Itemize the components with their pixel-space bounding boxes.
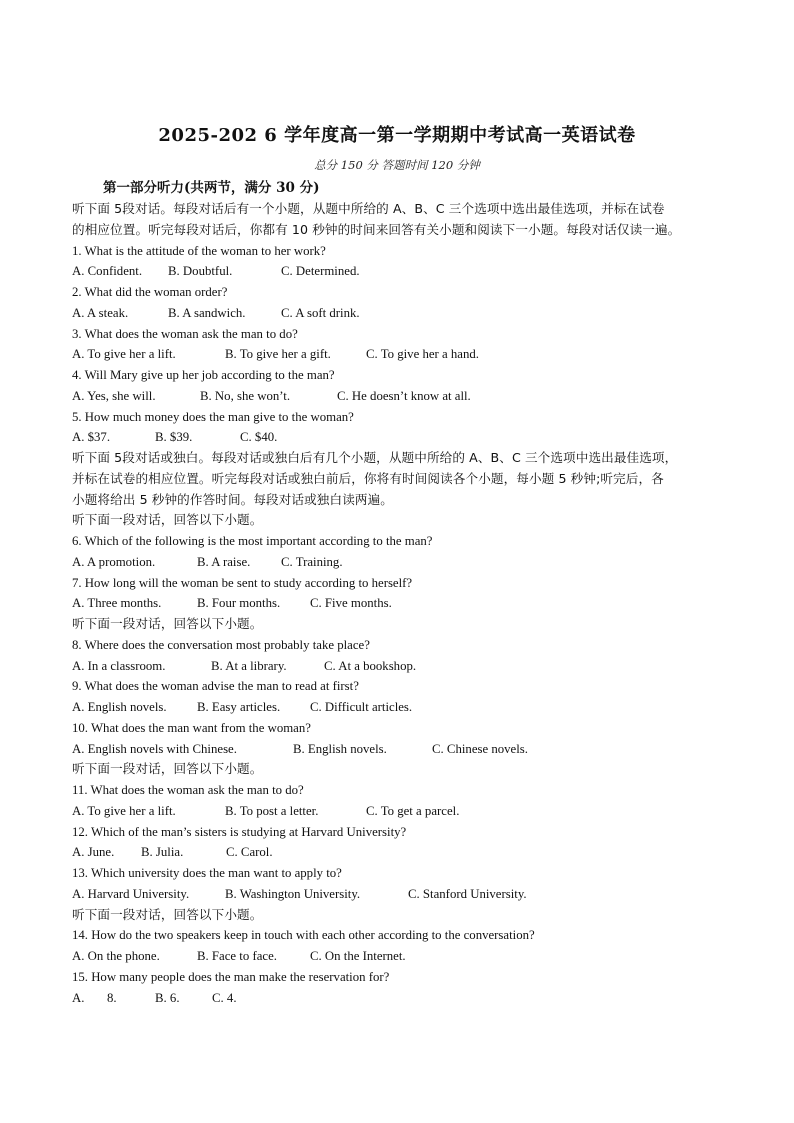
- option-b: B. Washington University.: [225, 886, 361, 901]
- exam-title: 2025-202 6 学年度高一第一学期期中考试高一英语试卷: [158, 125, 636, 146]
- options-row: [72, 739, 732, 760]
- options-row: [72, 427, 732, 448]
- option-b: B. A raise.: [197, 554, 251, 569]
- question-text: 5. How much money does the man give to the woman?: [72, 409, 354, 424]
- question-text: 14. How do the two speakers keep in touch with each other according to the conversation?: [72, 928, 535, 943]
- option-a: A.: [72, 990, 85, 1005]
- option-a: A. In a classroom.: [72, 658, 166, 673]
- option-b: B. To post a letter.: [225, 803, 319, 818]
- question-text: 4. Will Mary give up her job according to the man?: [72, 368, 335, 382]
- option-a: A. A steak.: [72, 305, 129, 320]
- group-heading: 听下面一段对话，回答以下小题。: [72, 906, 263, 922]
- question-text: 6. Which of the following is the most important according to the man?: [72, 534, 433, 548]
- option-c: C. 4.: [212, 990, 237, 1005]
- option-c: C. He doesn’t know at all.: [337, 388, 471, 403]
- question-body: [72, 199, 732, 1008]
- option-c: C. To give her a hand.: [366, 347, 479, 362]
- option-a: A. June.: [72, 845, 115, 860]
- option-a: A. $37.: [72, 430, 111, 445]
- option-b: B. Doubtful.: [168, 264, 233, 279]
- question-text: 9. What does the woman advise the man to read at first?: [72, 679, 359, 694]
- intro2-line: 并标在试卷的相应位置。听完每段对话或独白前后，你将有时间阅读各个小题，每小题 5 秒钟;听完后，各: [72, 470, 664, 486]
- section-title: 第一部分听力(共两节，满分 30 分): [103, 180, 320, 196]
- question-text: 11. What does the woman ask the man to do?: [72, 783, 304, 797]
- intro1-line: 听下面 5段对话。每段对话后有一个小题，从题中所给的 A、B、C 三个选项中选出最佳选项，并标在试卷: [72, 201, 665, 216]
- question-text: 2. What did the woman order?: [72, 285, 228, 299]
- options-row: [72, 344, 732, 365]
- option-b: B. Julia.: [141, 845, 184, 860]
- option-b: B. Four months.: [197, 596, 281, 611]
- question-text: 12. Which of the man’s sisters is studying at Harvard University?: [72, 824, 407, 839]
- options-row: [72, 656, 732, 677]
- option-a: A. To give her a lift.: [72, 347, 176, 362]
- option-a: A. Harvard University.: [72, 886, 190, 901]
- option-c: C. Five months.: [310, 596, 392, 611]
- question-text: 3. What does the woman ask the man to do?: [72, 326, 298, 341]
- option-a: A. A promotion.: [72, 554, 156, 569]
- option-c: C. To get a parcel.: [366, 803, 460, 818]
- question-text: 7. How long will the woman be sent to study according to herself?: [72, 575, 413, 590]
- option-b: B. No, she won’t.: [200, 388, 291, 403]
- group-heading: 听下面一段对话，回答以下小题。: [72, 512, 263, 528]
- group-heading: 听下面一段对话，回答以下小题。: [72, 761, 263, 777]
- question-text: 8. Where does the conversation most probably take place?: [72, 637, 370, 652]
- option-c: C. Stanford University.: [408, 886, 527, 901]
- options-row: [72, 884, 732, 905]
- options-row: [72, 946, 732, 967]
- question-text: 1. What is the attitude of the woman to her work?: [72, 243, 326, 258]
- option-c: C. A soft drink.: [281, 305, 360, 320]
- options-row: [72, 593, 732, 614]
- option-a-value: 8.: [107, 990, 117, 1005]
- options-row: [72, 801, 732, 822]
- option-a: A. English novels with Chinese.: [72, 741, 237, 756]
- option-b: B. $39.: [155, 430, 193, 445]
- option-b: B. At a library.: [211, 658, 287, 673]
- question-text: 13. Which university does the man want to apply to?: [72, 866, 342, 880]
- options-row: [72, 842, 732, 863]
- option-c: C. Training.: [281, 554, 343, 569]
- intro1-line: 的相应位置。听完每段对话后，你都有 10 秒钟的时间来回答有关小题和阅读下一小题。每段对话仅读一遍。: [72, 221, 681, 237]
- option-b: B. English novels.: [293, 741, 387, 756]
- question-text: 10. What does the man want from the woman?: [72, 720, 311, 735]
- option-c: C. Chinese novels.: [432, 741, 528, 756]
- option-b: B. Easy articles.: [197, 700, 281, 714]
- option-a: A. On the phone.: [72, 949, 160, 963]
- option-a: A. To give her a lift.: [72, 803, 176, 818]
- option-a: A. Confident.: [72, 264, 143, 279]
- option-a: A. English novels.: [72, 700, 167, 714]
- option-c: C. Determined.: [281, 264, 360, 279]
- option-c: C. At a bookshop.: [324, 658, 417, 673]
- options-row: [72, 261, 732, 282]
- options-row: [72, 386, 732, 407]
- option-c: C. Difficult articles.: [310, 700, 413, 714]
- option-c: C. Carol.: [226, 845, 273, 860]
- options-row: [72, 303, 732, 324]
- option-a: A. Yes, she will.: [72, 388, 156, 403]
- option-b: B. Face to face.: [197, 949, 277, 963]
- options-row: [72, 552, 732, 573]
- group-heading: 听下面一段对话，回答以下小题。: [72, 616, 263, 631]
- option-b: B. To give her a gift.: [225, 347, 331, 362]
- option-c: C. $40.: [240, 430, 278, 445]
- intro2-line: 小题将给出 5 秒钟的作答时间。每段对话或独白读两遍。: [72, 491, 393, 507]
- exam-subtitle: 总分 150 分 答题时间 120 分钟: [314, 158, 480, 172]
- option-c: C. On the Internet.: [310, 949, 406, 963]
- option-a: A. Three months.: [72, 596, 162, 611]
- question-text: 15. How many people does the man make the reservation for?: [72, 969, 390, 984]
- intro2-line: 听下面 5段对话或独白。每段对话或独白后有几个小题，从题中所给的 A、B、C 三个选项中选出最佳选项，: [72, 450, 678, 465]
- options-row: [72, 697, 732, 718]
- options-row: [72, 988, 732, 1009]
- option-b: B. 6.: [155, 990, 180, 1005]
- option-b: B. A sandwich.: [168, 305, 246, 320]
